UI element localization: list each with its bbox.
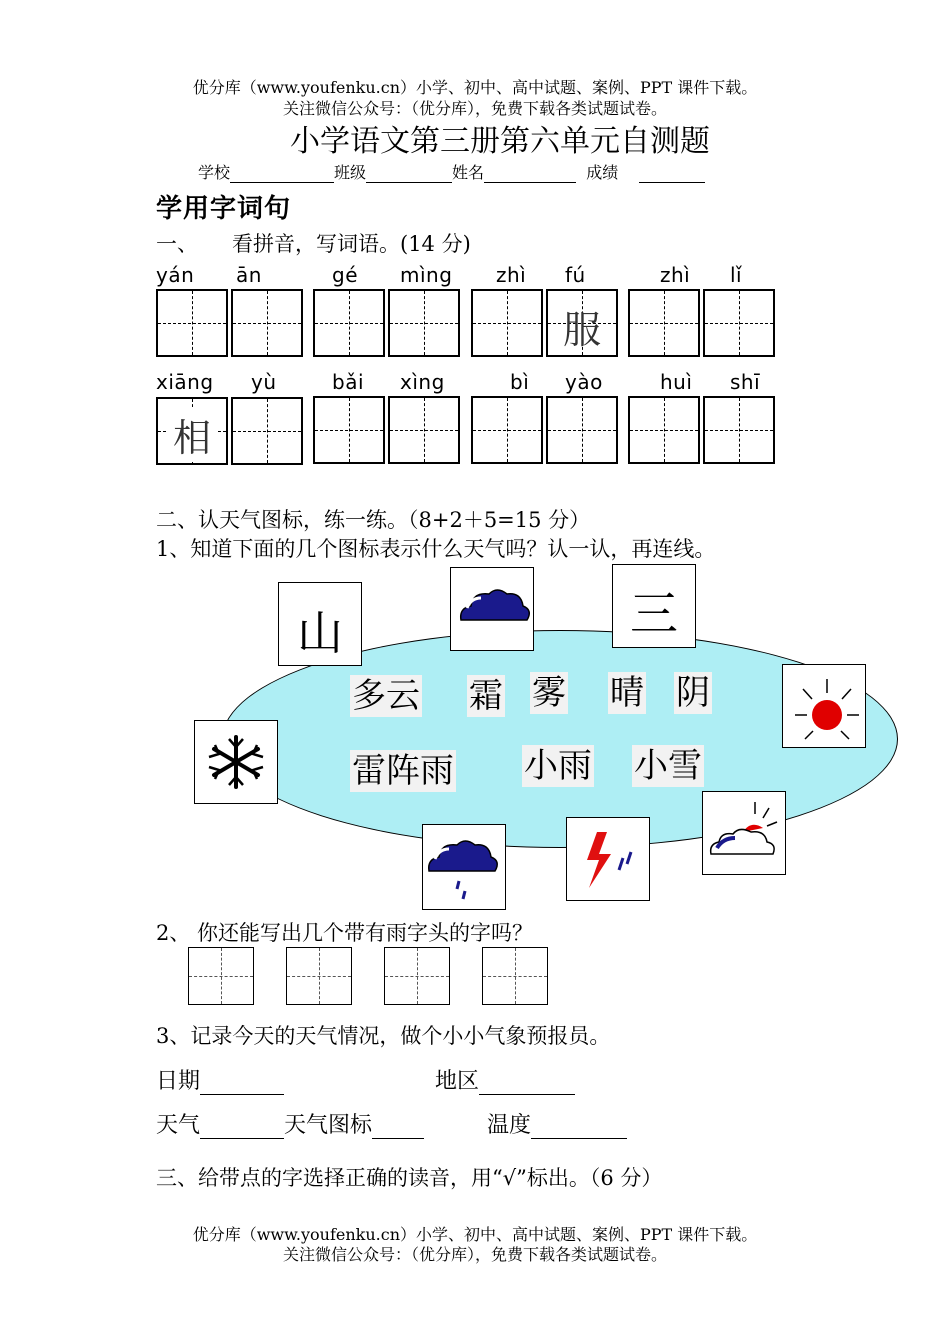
pinyin: fú bbox=[565, 263, 586, 287]
pinyin: huì bbox=[660, 370, 693, 394]
write-box[interactable] bbox=[628, 396, 700, 464]
score-blank[interactable] bbox=[639, 166, 705, 183]
pinyin: xiāng bbox=[156, 370, 214, 394]
score-label: 成绩 bbox=[586, 163, 619, 182]
sun-icon[interactable] bbox=[782, 664, 866, 748]
write-box[interactable] bbox=[471, 289, 543, 357]
temp-field bbox=[487, 1108, 627, 1139]
school-blank[interactable] bbox=[230, 166, 334, 183]
pinyin: xìng bbox=[400, 370, 445, 394]
prefilled-char: 服 bbox=[562, 308, 601, 352]
class-label: 班级 bbox=[334, 163, 367, 182]
icon-label: 天气图标 bbox=[284, 1113, 373, 1138]
write-box[interactable] bbox=[388, 289, 460, 357]
header-line-1: 优分库（www.youfenku.cn）小学、初中、高中试题、案例、PPT 课件下载。 bbox=[192, 78, 758, 97]
write-box[interactable] bbox=[628, 289, 700, 357]
page-title: 小学语文第三册第六单元自测题 bbox=[290, 124, 710, 159]
weather-word[interactable]: 雷阵雨 bbox=[352, 751, 454, 791]
weather-label: 天气 bbox=[156, 1113, 201, 1138]
school-label: 学校 bbox=[198, 163, 231, 182]
q2-text: 二、认天气图标，练一练。（8+2＋5=15 分） bbox=[156, 508, 591, 532]
weather-word[interactable]: 晴 bbox=[610, 673, 644, 713]
class-blank[interactable] bbox=[366, 166, 452, 183]
footer-line-1: 优分库（www.youfenku.cn）小学、初中、高中试题、案例、PPT 课件下载。 bbox=[192, 1225, 758, 1244]
frost-glyph: 山 bbox=[297, 606, 343, 660]
q2-sub2: 2、 你还能写出几个带有雨字头的字吗？ bbox=[156, 921, 534, 945]
q2-sub1: 1、知道下面的几个图标表示什么天气吗？认一认，再连线。 bbox=[156, 537, 716, 561]
pinyin: zhì bbox=[660, 263, 691, 287]
temp-blank[interactable] bbox=[531, 1116, 627, 1139]
snowflake-icon[interactable] bbox=[194, 720, 278, 804]
footer-line-2: 关注微信公众号：（优分库），免费下载各类试题试卷。 bbox=[282, 1245, 667, 1264]
prefilled-char: 相 bbox=[166, 407, 218, 462]
pinyin: yào bbox=[565, 370, 603, 394]
fog-icon[interactable] bbox=[612, 564, 696, 648]
weather-word[interactable]: 阴 bbox=[676, 673, 710, 713]
area-field bbox=[435, 1064, 575, 1095]
pinyin: zhì bbox=[496, 263, 527, 287]
write-box[interactable] bbox=[231, 289, 303, 357]
write-box-small[interactable] bbox=[188, 947, 254, 1005]
info-line bbox=[198, 160, 705, 183]
weather-word[interactable]: 雾 bbox=[532, 673, 566, 713]
frost-icon[interactable] bbox=[278, 582, 362, 666]
pinyin: bǎi bbox=[332, 370, 365, 394]
pinyin: yù bbox=[251, 370, 277, 394]
temp-label: 温度 bbox=[487, 1113, 532, 1138]
date-label: 日期 bbox=[156, 1069, 201, 1094]
weather-word[interactable]: 小雪 bbox=[634, 746, 702, 786]
write-box-small[interactable] bbox=[286, 947, 352, 1005]
pinyin: lǐ bbox=[730, 263, 743, 287]
q2-sub3: 3、记录今天的天气情况，做个小小气象预报员。 bbox=[156, 1024, 611, 1048]
pinyin: yán bbox=[156, 263, 195, 287]
write-box[interactable] bbox=[388, 396, 460, 464]
write-box-small[interactable] bbox=[482, 947, 548, 1005]
pinyin: mìng bbox=[400, 263, 453, 287]
area-blank[interactable] bbox=[479, 1072, 575, 1095]
date-blank[interactable] bbox=[200, 1072, 284, 1095]
name-blank[interactable] bbox=[484, 166, 576, 183]
q3-text: 三、给带点的字选择正确的读音，用“√”标出。（6 分） bbox=[156, 1166, 663, 1190]
icon-blank[interactable] bbox=[372, 1116, 424, 1139]
write-box[interactable] bbox=[313, 289, 385, 357]
write-box[interactable] bbox=[546, 396, 618, 464]
weather-field bbox=[156, 1108, 424, 1139]
write-box[interactable] bbox=[313, 396, 385, 464]
fog-glyph: 三 bbox=[629, 586, 678, 642]
pinyin: shī bbox=[730, 370, 761, 394]
q1-text: 看拼音，写词语。(14 分) bbox=[232, 232, 471, 256]
light-rain-icon[interactable] bbox=[422, 824, 506, 910]
q1-label: 一、 bbox=[156, 232, 198, 256]
thunderstorm-icon[interactable] bbox=[566, 817, 650, 901]
date-field bbox=[156, 1064, 284, 1095]
partly-cloudy-icon[interactable] bbox=[702, 791, 786, 875]
section-title: 学用字词句 bbox=[156, 194, 292, 224]
pinyin: ān bbox=[236, 263, 262, 287]
weather-blank[interactable] bbox=[200, 1116, 284, 1139]
write-box-small[interactable] bbox=[384, 947, 450, 1005]
write-box[interactable] bbox=[471, 396, 543, 464]
write-box-prefilled[interactable] bbox=[546, 289, 618, 357]
area-label: 地区 bbox=[435, 1069, 480, 1094]
header-line-2: 关注微信公众号：（优分库），免费下载各类试题试卷。 bbox=[282, 99, 667, 118]
write-box[interactable] bbox=[703, 289, 775, 357]
name-label: 姓名 bbox=[452, 163, 485, 182]
write-box[interactable] bbox=[231, 397, 303, 465]
pinyin: gé bbox=[332, 263, 358, 287]
write-box[interactable] bbox=[703, 396, 775, 464]
overcast-cloud-icon[interactable] bbox=[450, 567, 534, 651]
weather-word[interactable]: 多云 bbox=[352, 676, 420, 716]
weather-word[interactable]: 霜 bbox=[469, 676, 503, 716]
write-box-prefilled[interactable] bbox=[156, 397, 228, 465]
write-box[interactable] bbox=[156, 289, 228, 357]
pinyin: bì bbox=[510, 370, 530, 394]
weather-word[interactable]: 小雨 bbox=[524, 746, 592, 786]
